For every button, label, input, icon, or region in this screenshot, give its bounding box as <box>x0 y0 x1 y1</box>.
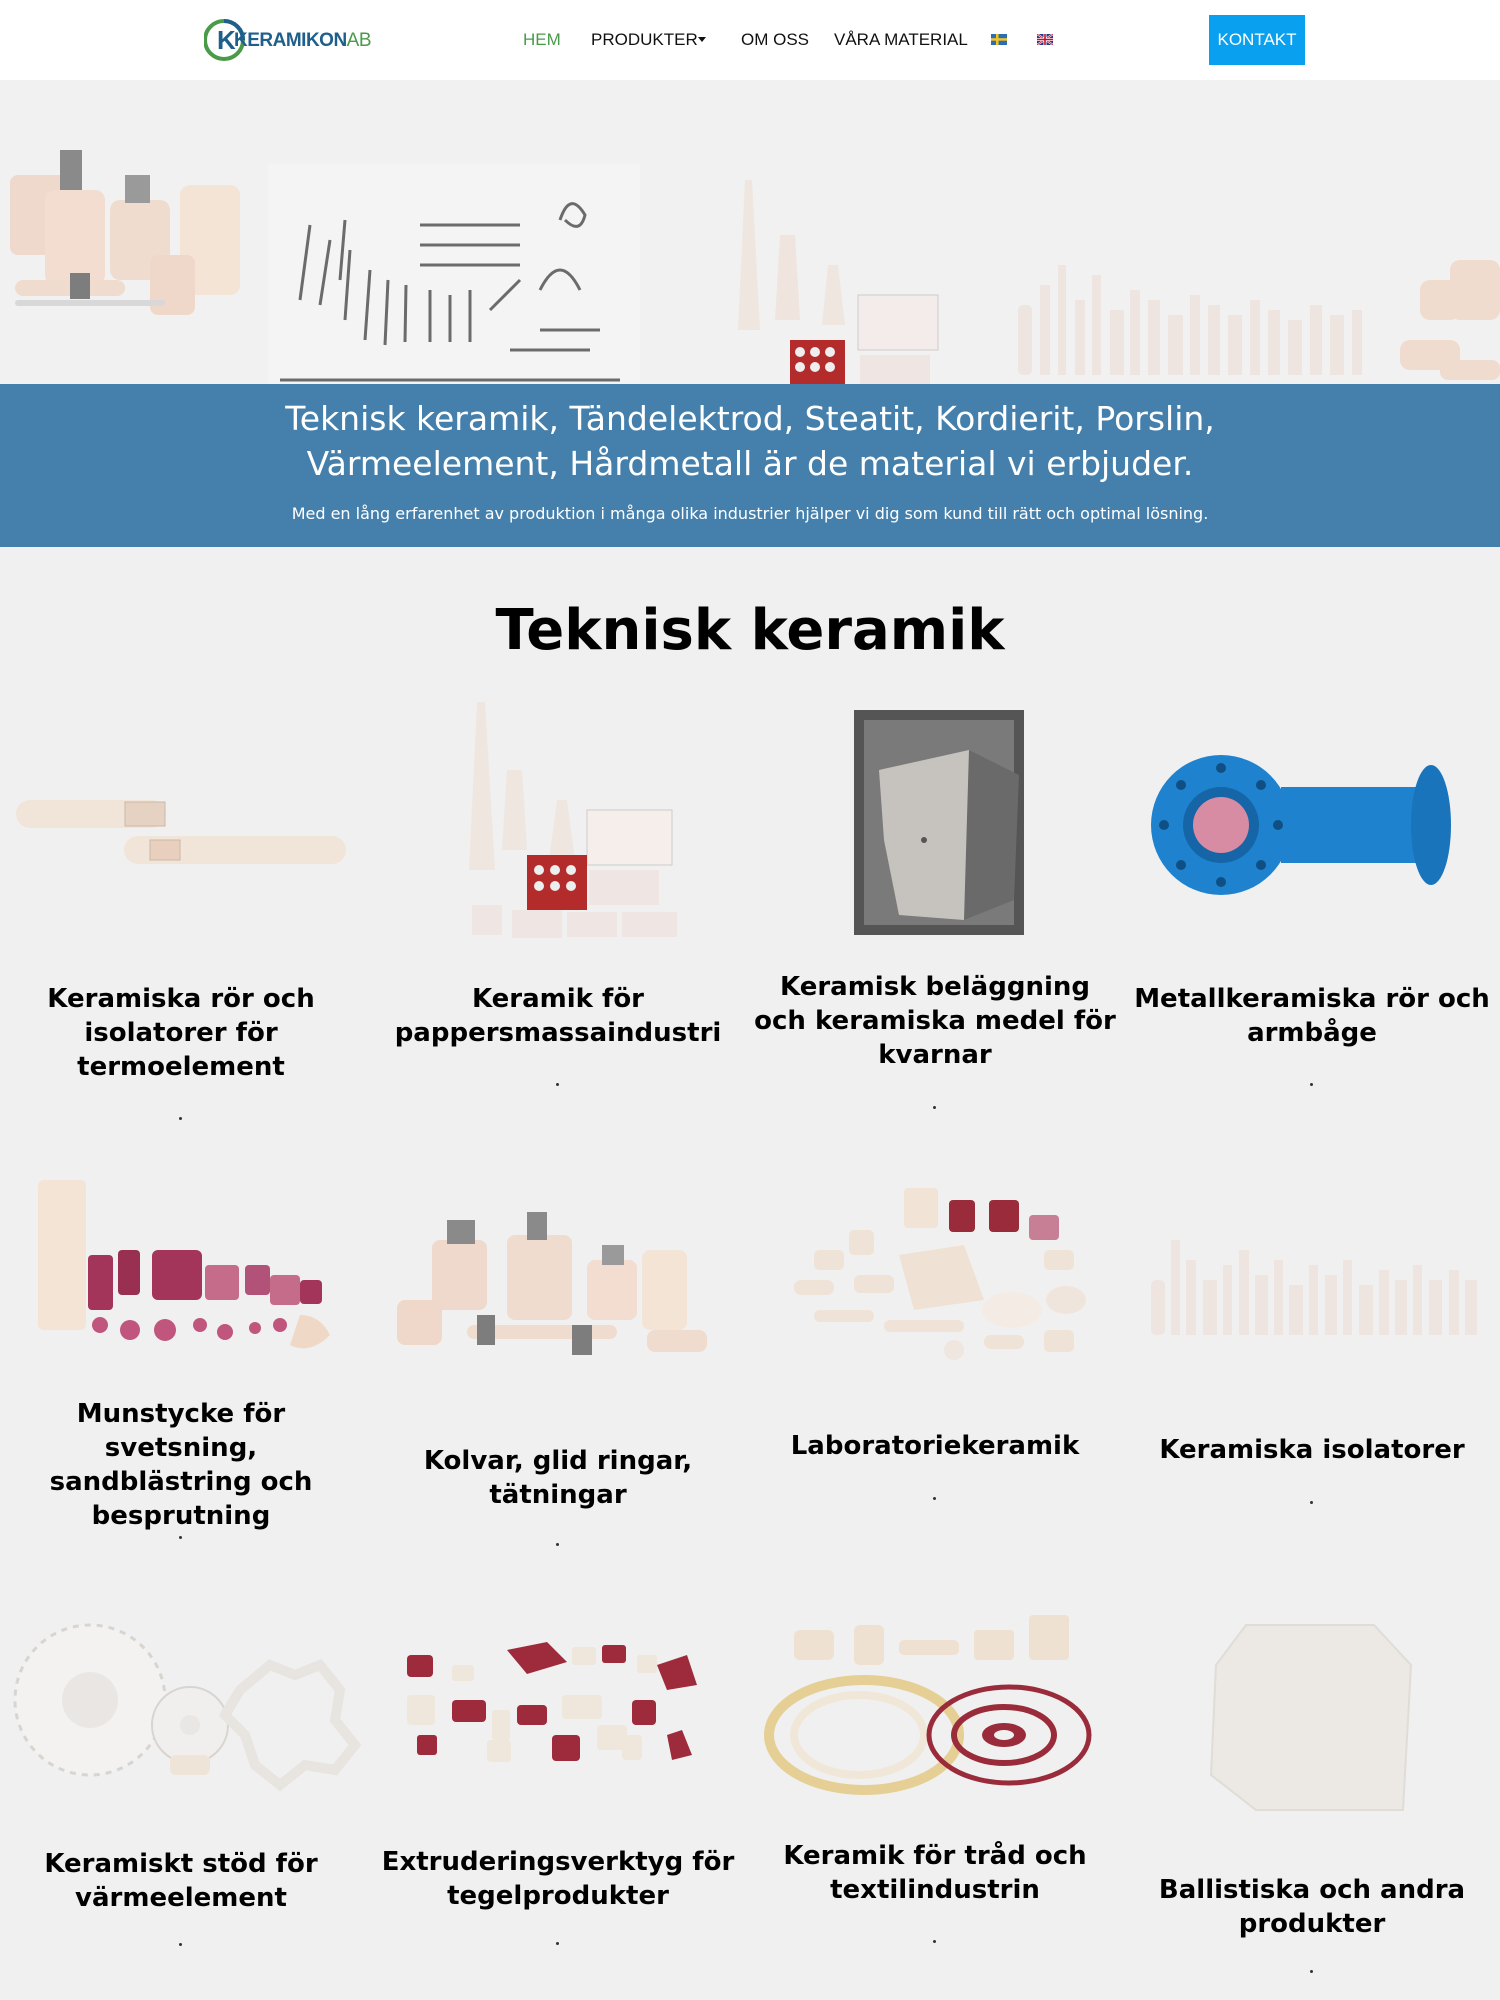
hero-product-collage <box>0 80 1500 384</box>
product-image <box>377 690 739 950</box>
product-card-ballistiska[interactable] <box>1131 1585 1493 1985</box>
separator-dot <box>556 1543 559 1546</box>
product-title: Laboratoriekeramik <box>790 1431 1080 1461</box>
product-title: Keramiskt stöd för värmeelement <box>44 1849 318 1913</box>
product-card-pappersmassa[interactable] <box>377 690 739 1130</box>
separator-dot <box>179 1536 182 1539</box>
hero-partial-image <box>1400 260 1500 380</box>
product-image <box>754 1585 1116 1845</box>
product-card-laboratorie[interactable] <box>754 1150 1116 1550</box>
product-card-metallkeramiska[interactable] <box>1131 690 1493 1130</box>
chevron-down-icon[interactable] <box>698 37 706 42</box>
product-image <box>754 1150 1116 1410</box>
product-image <box>377 1585 739 1845</box>
product-card-isolatorer[interactable] <box>1131 1150 1493 1550</box>
hero-cylinders-image <box>10 150 240 315</box>
product-card-extrudering[interactable] <box>377 1585 739 1985</box>
section-title: Teknisk keramik <box>495 598 1005 663</box>
product-card-termoelement[interactable] <box>0 690 362 1130</box>
product-title: Keramisk beläggning och keramiska medel för kvarnar <box>754 972 1116 1070</box>
nav-materials[interactable]: VÅRA MATERIAL <box>834 30 968 49</box>
separator-dot <box>556 1083 559 1086</box>
separator-dot <box>1310 1970 1313 1973</box>
product-title: Keramiska isolatorer <box>1159 1435 1465 1465</box>
product-image <box>377 1150 739 1410</box>
separator-dot <box>179 1943 182 1946</box>
separator-dot <box>933 1940 936 1943</box>
product-card-trad[interactable] <box>754 1585 1116 1985</box>
hero-slider[interactable] <box>0 80 1500 384</box>
svg-text:K: K <box>217 25 236 55</box>
product-image <box>1131 1585 1493 1845</box>
logo-text[interactable]: KERAMIKONAB <box>234 30 372 51</box>
nav-home[interactable]: HEM <box>523 30 561 49</box>
product-title: Kolvar, glid ringar, tätningar <box>423 1446 693 1510</box>
swedish-flag-icon[interactable] <box>991 34 1007 45</box>
separator-dot <box>179 1117 182 1120</box>
banner-title: Teknisk keramik, Tändelektrod, Steatit, Kordierit, Porslin, Värmeelement, Hårdmetall är de material vi erbjuder. <box>285 399 1215 483</box>
product-image <box>754 690 1116 950</box>
separator-dot <box>933 1106 936 1109</box>
nav-about[interactable]: OM OSS <box>741 30 810 49</box>
separator-dot <box>1310 1083 1313 1086</box>
product-title: Extruderingsverktyg för tegelprodukter <box>381 1847 735 1911</box>
nav-products[interactable]: PRODUKTER <box>591 30 698 49</box>
separator-dot <box>556 1942 559 1945</box>
hero-insulators-image <box>1018 265 1362 375</box>
contact-button[interactable]: KONTAKT <box>1209 15 1305 65</box>
product-title: Keramik för tråd och textilindustrin <box>783 1841 1087 1905</box>
product-image <box>0 1150 362 1410</box>
product-image <box>0 1585 362 1845</box>
product-card-munstycke[interactable] <box>0 1150 362 1550</box>
product-title: Ballistiska och andra produkter <box>1158 1875 1466 1939</box>
banner-subtitle: Med en lång erfarenhet av produktion i många olika industrier hjälper vi dig som kund till rätt och optimal lösning. <box>291 504 1209 523</box>
product-title: Keramiska rör och isolatorer för termoelement <box>47 984 315 1082</box>
product-image <box>0 690 362 950</box>
separator-dot <box>933 1497 936 1500</box>
hero-paper-ceramics-image <box>738 180 945 384</box>
product-title: Metallkeramiska rör och armbåge <box>1134 984 1490 1048</box>
english-flag-icon[interactable] <box>1037 34 1053 45</box>
product-image <box>1131 690 1493 950</box>
site-header <box>0 0 1500 80</box>
product-title: Munstycke för svetsning, sandblästring och besprutning <box>49 1399 313 1531</box>
product-card-kvarnar[interactable] <box>754 690 1116 1130</box>
intro-banner <box>0 384 1500 547</box>
product-card-kolvar[interactable] <box>377 1150 739 1550</box>
product-card-stod[interactable] <box>0 1585 362 1985</box>
hero-electrodes-image <box>268 164 640 384</box>
separator-dot <box>1310 1501 1313 1504</box>
product-title: Keramik för pappersmassaindustri <box>394 984 722 1048</box>
product-image <box>1131 1150 1493 1410</box>
